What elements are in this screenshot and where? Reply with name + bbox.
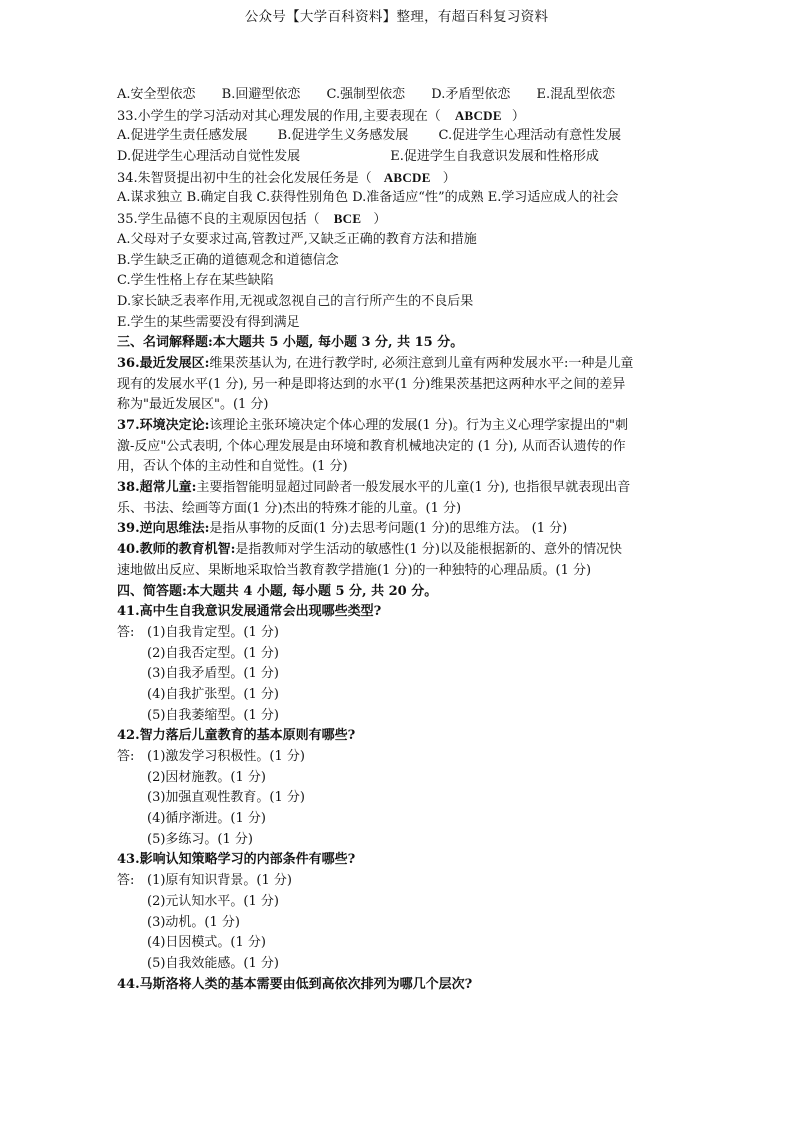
answer-item: (3)自我矛盾型。(1 分) [147, 666, 279, 682]
answer-item: (5)自我效能感。(1 分) [147, 955, 279, 971]
q32-option-b: B.回避型依恋 [221, 87, 301, 102]
term-40 [117, 540, 677, 581]
answer-item: (3)动机。(1 分) [147, 914, 240, 930]
term-39 [117, 519, 677, 540]
question-44 [117, 975, 677, 996]
term-36-label: 36.最近发展区: [117, 355, 210, 371]
q34-stem [117, 168, 677, 189]
term-38-line1: 主要指智能明显超过同龄者一般发展水平的儿童(1 分), 也指很早就表现出音 [196, 480, 631, 496]
q33-options-row1 [117, 126, 677, 147]
q32-option-c: C.强制型依恋 [326, 87, 406, 102]
answer-item: (1)自我肯定型。(1 分) [147, 624, 279, 640]
term-38 [117, 478, 677, 519]
term-37-line3: 用，否认个体的主动性和自觉性。(1 分) [117, 459, 348, 475]
q34-answer: ABCDE [383, 169, 431, 185]
term-38-line2: 乐、书法、绘画等方面(1 分)杰出的特殊才能的儿童。(1 分) [117, 500, 462, 516]
q33-stem [117, 106, 677, 127]
q34-close: ） [442, 170, 456, 186]
answer-item: (2)因材施教。(1 分) [147, 769, 266, 785]
answer-item: (4)日因模式。(1 分) [147, 935, 266, 951]
q33-options-row2 [117, 147, 677, 168]
term-36-line3: 称为"最近发展区"。(1 分) [117, 397, 269, 413]
page-header: 公众号【大学百科资料】整理，有超百科复习资料 [244, 9, 549, 25]
term-40-label: 40.教师的教育机智: [117, 542, 236, 558]
q33-option-e: E.促进学生自我意识发展和性格形成 [390, 149, 599, 165]
q35-option-c: C.学生性格上存在某些缺陷 [117, 273, 274, 289]
answer-item: (5)多练习。(1 分) [147, 831, 253, 847]
q35-option-b: B.学生缺乏正确的道德观念和道德信念 [117, 252, 339, 268]
answer-label: 答: [117, 873, 135, 889]
term-36-line1: 维果茨基认为, 在进行教学时, 必须注意到儿童有两种发展水平:一种是儿童 [209, 355, 634, 371]
answer-item: (1)原有知识背景。(1 分) [147, 873, 292, 889]
q32-option-d: D.矛盾型依恋 [431, 87, 511, 102]
question-42 [117, 726, 677, 850]
q33-close: ） [511, 108, 525, 124]
q32-option-e: E.混乱型依恋 [536, 87, 616, 102]
q35-option-e: E.学生的某些需要没有得到满足 [117, 314, 300, 330]
answer-item: (2)元认知水平。(1 分) [147, 893, 279, 909]
term-39-label: 39.逆向思维法: [117, 521, 210, 537]
answer-item: (4)循序渐进。(1 分) [147, 811, 266, 827]
answer-label: 答: [117, 749, 135, 764]
term-40-line1: 是指教师对学生活动的敏感性(1 分)以及能根据新的、意外的情况快 [235, 542, 622, 558]
answer-item: (3)加强直观性教育。(1 分) [147, 790, 305, 806]
q35-answer: BCE [333, 211, 362, 227]
question-41-text: 41.高中生自我意识发展通常会出现哪些类型? [117, 604, 382, 620]
answer-item: (2)自我否定型。(1 分) [147, 645, 279, 661]
term-40-line2: 速地做出反应、果断地采取恰当教育教学措施(1 分)的一种独特的心理品质。(1 分) [117, 562, 592, 578]
document-body [117, 85, 677, 995]
term-37-line1: 该理论主张环境决定个体心理的发展(1 分)。行为主义心理学家提出的"刺 [209, 418, 628, 433]
answer-label: 答: [117, 624, 135, 640]
q35-stem [117, 209, 677, 230]
q33-option-a: A.促进学生责任感发展 [117, 128, 248, 144]
answer-item: (1)激发学习积极性。(1 分) [147, 749, 305, 764]
answer-item: (4)自我扩张型。(1 分) [147, 686, 279, 702]
term-37-line2: 激-反应"公式表明, 个体心理发展是由环境和教育机械地决定的 (1 分), 从而否认遗传的作 [117, 438, 626, 454]
term-36 [117, 354, 677, 416]
q33-option-d: D.促进学生心理活动自觉性发展 [117, 149, 301, 165]
question-41 [117, 602, 677, 726]
q35-option-d: D.家长缺乏表率作用,无视或忽视自己的言行所产生的不良后果 [117, 293, 474, 309]
section3-title: 三、名词解释题:本大题共 5 小题, 每小题 3 分, 共 15 分。 [117, 335, 464, 351]
q34-text: 34.朱智贤提出初中生的社会化发展任务是（ [117, 170, 372, 186]
answer-item: (5)自我萎缩型。(1 分) [147, 707, 279, 723]
question-44-text: 44.马斯洛将人类的基本需要由低到高依次排列为哪几个层次? [117, 976, 473, 992]
question-43 [117, 850, 677, 974]
term-39-line1: 是指从事物的反面(1 分)去思考问题(1 分)的思维方法。 (1 分) [209, 521, 568, 537]
q35-close: ） [373, 212, 387, 228]
question-43-text: 43.影响认知策略学习的内部条件有哪些? [117, 852, 356, 868]
q32-options [117, 85, 677, 106]
term-36-line2: 现有的发展水平(1 分), 另一种是即将达到的水平(1 分)维果茨基把这两种水平之间的差异 [117, 376, 626, 392]
q35-text: 35.学生品德不良的主观原因包括（ [117, 212, 320, 228]
question-42-text: 42.智力落后儿童教育的基本原则有哪些? [117, 728, 356, 744]
q35-option-a: A.父母对子女要求过高,管教过严,又缺乏正确的教育方法和措施 [117, 231, 477, 247]
q32-option-a: A.安全型依恋 [117, 87, 196, 102]
term-37 [117, 416, 677, 478]
term-38-label: 38.超常儿童: [117, 480, 197, 496]
q33-text: 33.小学生的学习活动对其心理发展的作用,主要表现在（ [117, 108, 441, 124]
q33-option-c: C.促进学生心理活动有意性发展 [438, 128, 622, 144]
term-37-label: 37.环境决定论: [117, 418, 210, 433]
section4-title: 四、简答题:本大题共 4 小题, 每小题 5 分, 共 20 分。 [117, 583, 438, 599]
q34-options: A.谋求独立 B.确定自我 C.获得性别角色 D.准备适应“性”的成熟 E.学习适应成人的社会 [117, 190, 619, 206]
q33-option-b: B.促进学生义务感发展 [277, 128, 409, 144]
q33-answer: ABCDE [454, 107, 502, 123]
